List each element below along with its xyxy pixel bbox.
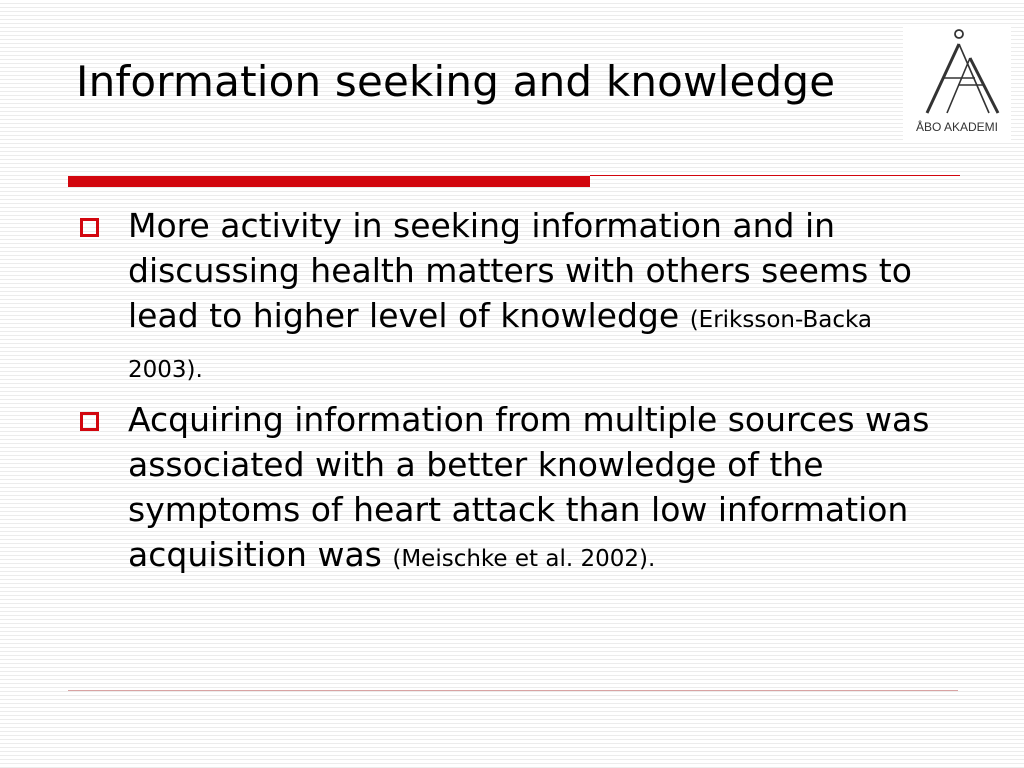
bullet-item: [78, 397, 948, 582]
bullet-text: More activity in seeking information and in discussing health matters with others seems to lead to higher level of knowledge: [128, 206, 912, 335]
bullet-citation: (Meischke et al. 2002).: [392, 546, 656, 572]
bullet-item: [78, 203, 948, 393]
title-underline-thick: [68, 176, 590, 187]
abo-akademi-logo: [903, 27, 1011, 141]
footer-divider: [68, 690, 958, 691]
hollow-square-bullet-icon: [80, 218, 99, 237]
title-underline-thin: [590, 175, 960, 176]
hollow-square-bullet-icon: [80, 412, 99, 431]
logo-text: ÅBO AKADEMI: [915, 120, 999, 134]
bullet-list: [78, 203, 948, 586]
logo-mark-icon: [903, 27, 1011, 141]
slide-title: Information seeking and knowledge: [76, 57, 836, 106]
bullet-citation: (Eriksson-Backa 2003).: [128, 307, 872, 383]
bullet-text: Acquiring information from multiple sources was associated with a better knowledge of the symptoms of heart attack than low information acquisition was: [128, 400, 930, 574]
